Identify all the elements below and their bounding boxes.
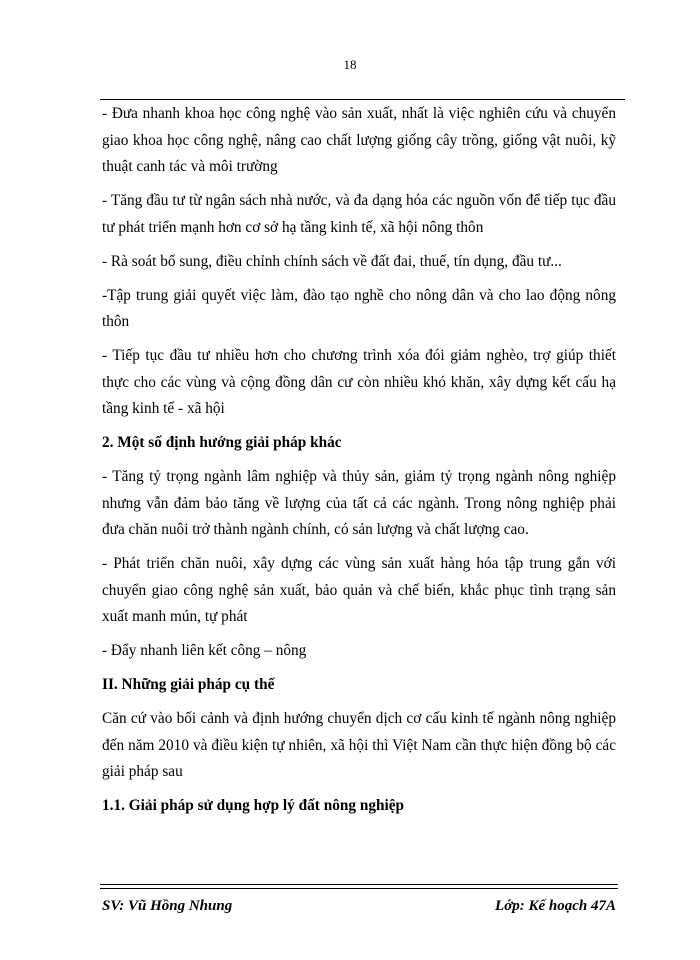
section-heading: II. Những giải pháp cụ thể [102, 676, 275, 693]
paragraph: - Phát triển chăn nuôi, xây dựng các vùng sản xuất hàng hóa tập trung gắn với chuyển giao công nghệ sản xuất, bảo quản và chế biến, khắc phục tình trạng sản xuất manh mún, tự phát [102, 555, 616, 625]
header-rule [100, 99, 625, 100]
page-footer [102, 898, 616, 922]
paragraph: Căn cứ vào bối cảnh và định hướng chuyển dịch cơ cấu kinh tế ngành nông nghiệp đến năm 2010 và điều kiện tự nhiên, xã hội thì Việt Nam cần thực hiện đồng bộ các giải pháp sau [102, 710, 616, 780]
paragraph: - Rà soát bổ sung, điều chỉnh chính sách về đất đai, thuế, tín dụng, đầu tư... [102, 252, 562, 270]
paragraph: -Tập trung giải quyết việc làm, đào tạo nghề cho nông dân và cho lao động nông thôn [102, 286, 616, 330]
paragraph: - Đẩy nhanh liên kết công – nông [102, 642, 307, 659]
footer-student-name: SV: Vũ Hồng Nhung [102, 898, 233, 914]
paragraph: - Đưa nhanh khoa học công nghệ vào sản xuất, nhất là việc nghiên cứu và chuyển giao khoa học công nghệ, nâng cao chất lượng giống cây trồng, giống vật nuôi, kỹ thuật canh tác và môi trường [102, 105, 616, 175]
footer-class-name: Lớp: Kế hoạch 47A [495, 898, 616, 914]
paragraph: - Tiếp tục đầu tư nhiều hơn cho chương trình xóa đói giảm nghèo, trợ giúp thiết thực cho các vùng và cộng đồng dân cư còn nhiều khó khăn, xây dựng kết cấu hạ tầng kinh tế - xã hội [102, 347, 616, 417]
paragraph: - Tăng tỷ trọng ngành lâm nghiệp và thủy sản, giảm tỷ trọng ngành nông nghiệp nhưng vẫn đảm bảo tăng về lượng của tất cả các ngành. Trong nông nghiệp phải đưa chăn nuôi trở thành ngành chính, có sản lượng và chất lượng cao. [102, 468, 616, 538]
document-body [102, 101, 616, 827]
page-number: 18 [343, 57, 357, 72]
subsection-heading: 1.1. Giải pháp sử dụng hợp lý đất nông nghiệp [102, 797, 405, 814]
footer-rule-top [100, 884, 618, 885]
footer-rule-bottom [100, 888, 618, 889]
section-heading: 2. Một số định hướng giải pháp khác [102, 434, 342, 451]
paragraph: - Tăng đầu tư từ ngân sách nhà nước, và đa dạng hóa các nguồn vốn để tiếp tục đầu tư phát triển mạnh hơn cơ sở hạ tầng kinh tế, xã hội nông thôn [102, 192, 616, 236]
